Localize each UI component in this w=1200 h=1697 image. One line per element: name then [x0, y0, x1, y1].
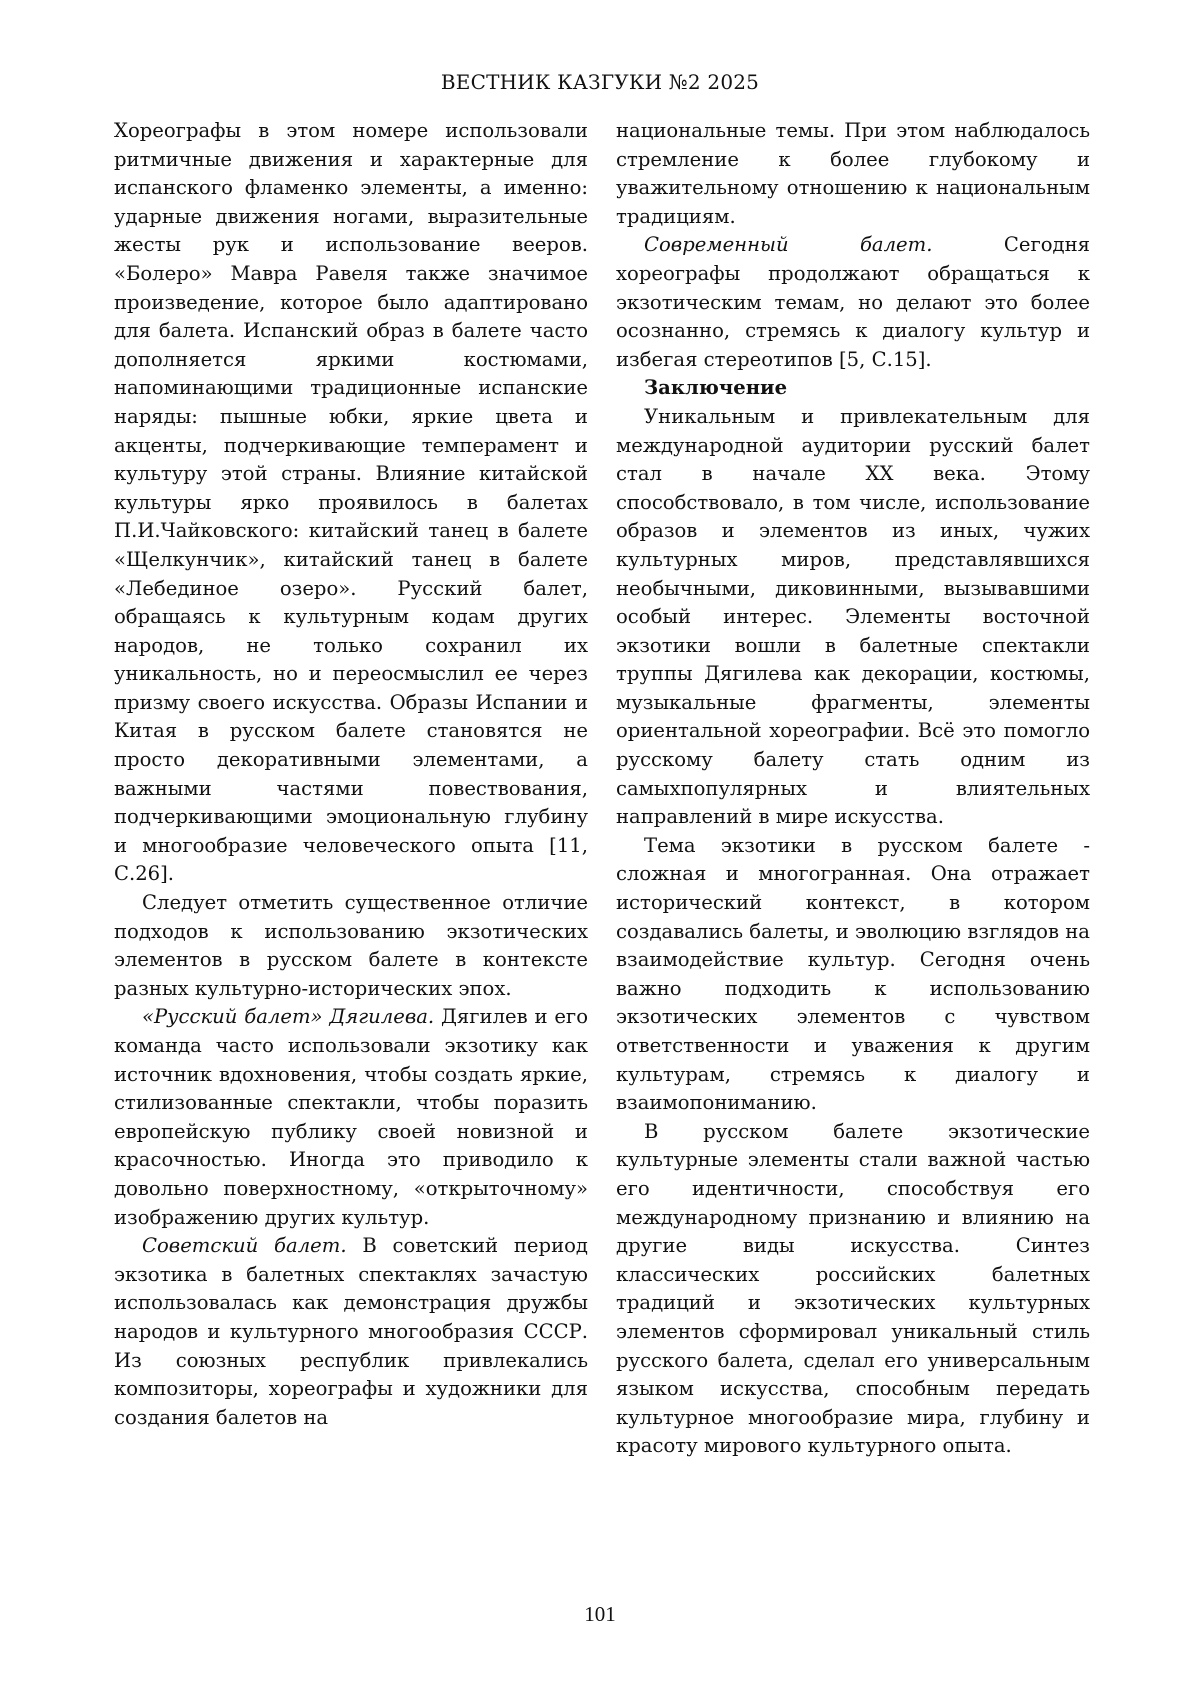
right-column [616, 117, 1090, 1461]
paragraph-text: В советский период экзотика в балетных спектаклях зачастую использовалась как демонстрация дружбы народов и культурного многообразия СССР. Из союзных республик привлекались композиторы, хореографы и художники для создания балетов на [114, 1234, 588, 1429]
section-heading: Заключение [644, 376, 788, 400]
paragraph: Следует отметить существенное отличие подходов к использованию экзотических элементов в русском балете в контексте разных культурно-исторических эпох. [114, 891, 588, 1000]
paragraph: Тема экзотики в русском балете - сложная и многогранная. Она отражает исторический контекст, в котором создавались балеты, и эволюцию взглядов на взаимодействие культур. Сегодня очень важно подходить к использованию экзотических элементов с чувством ответственности и уважения к другим культурам, стремясь к диалогу и взаимопониманию. [616, 833, 1090, 1115]
left-column [114, 117, 588, 1461]
paragraph: национальные темы. При этом наблюдалось стремление к более глубокому и уважительному отношению к национальным традициям. [616, 119, 1090, 228]
paragraph: В русском балете экзотические культурные элементы стали важной частью его идентичности, способствуя его международному признанию и влиянию на другие виды искусства. Синтез классических российских балетных традиций и экзотических культурных элементов сформировал уникальный стиль русского балета, сделал его универсальным языком искусства, способным передать культурное многообразие мира, глубину и красоту мирового культурного опыта. [616, 1119, 1090, 1458]
paragraph-text: Дягилев и его команда часто использовали экзотику как источник вдохновения, чтобы создать яркие, стилизованные спектакли, чтобы поразить европейскую публику своей новизной и красочностью. Иногда это приводило к довольно поверхностному, «открыточному» изображению других культур. [114, 1005, 588, 1229]
page-number: 101 [584, 1602, 616, 1626]
paragraph-text: Сегодня хореографы продолжают обращаться к экзотическим темам, но делают это более осознанно, стремясь к диалогу культур и избегая стереотипов [5, С.15]. [616, 233, 1090, 371]
italic-lead: Современный балет. [644, 233, 933, 257]
paragraph: Уникальным и привлекательным для международной аудитории русский балет стал в начале XX века. Этому способствовало, в том числе, использование образов и элементов из иных, чужих культурных миров, представлявшихся необычными, диковинными, вызывавшими особый интерес. Элементы восточной экзотики вошли в балетные спектакли труппы Дягилева как декорации, костюмы, музыкальные фрагменты, элементы ориентальной хореографии. Всё это помогло русскому балету стать одним из самыхпопулярных и влиятельных направлений в мире искусства. [616, 404, 1090, 829]
journal-header: ВЕСТНИК КАЗГУКИ №2 2025 [440, 70, 760, 94]
italic-lead: «Русский балет» Дягилева. [142, 1005, 435, 1029]
italic-lead: Советский балет. [142, 1234, 347, 1258]
paragraph [114, 1232, 588, 1432]
paragraph [616, 231, 1090, 374]
article-body [114, 117, 1090, 1461]
paragraph [114, 1003, 588, 1232]
paragraph: Хореографы в этом номере использовали ритмичные движения и характерные для испанского фламенко элементы, а именно: ударные движения ногами, выразительные жесты рук и использование вееров. «Болеро» Мавра Равеля также значимое произведение, которое было адаптировано для балета. Испанский образ в балете часто дополняется яркими костюмами, напоминающими традиционные испанские наряды: пышные юбки, яркие цвета и акценты, подчеркивающие темперамент и культуру этой страны. Влияние китайской культуры ярко проявилось в балетах П.И.Чайковского: китайский танец в балете «Щелкунчик», китайский танец в балете «Лебединое озеро». Русский балет, обращаясь к культурным кодам других народов, не только сохранил их уникальность, но и переосмыслил ее через призму своего искусства. Образы Испании и Китая в русском балете становятся не просто декоративными элементами, а важными частями повествования, подчеркивающими эмоциональную глубину и многообразие человеческого опыта [11, С.26]. [114, 119, 588, 886]
